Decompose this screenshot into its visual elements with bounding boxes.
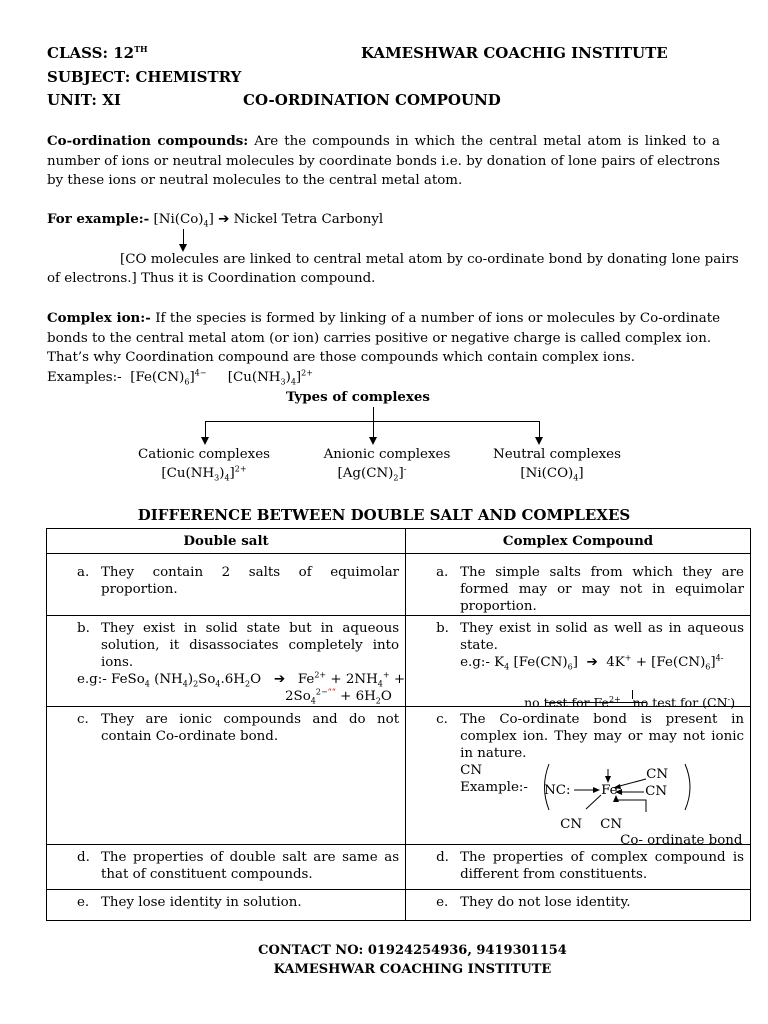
complex-ion-line3: That’s why Coordination compound are those compounds which contain complex ions. [47, 350, 635, 365]
table-row [47, 845, 751, 890]
unit-title: CO-ORDINATION COMPOUND [243, 91, 501, 109]
right-bracket [685, 764, 690, 810]
example-note-line2: of electrons.] Thus it is Coordination compound. [47, 271, 376, 286]
table-row [47, 616, 751, 707]
table-row [47, 707, 751, 845]
example-name: Nickel Tetra Carbonyl [233, 212, 384, 227]
class-superscript: TH [134, 44, 148, 54]
subject-label: SUBJECT: CHEMISTRY [47, 68, 242, 86]
bond-arrow-upper-right [616, 779, 646, 787]
neutral-formula: $[Ni(CO)_4]$ [520, 466, 584, 483]
coordination-definition [47, 132, 720, 191]
cationic-label: Cationic complexes [137, 447, 270, 462]
coordinate-bond-label: Co- ordinate bond [620, 833, 743, 848]
complex-example-label: Example:- [460, 780, 528, 795]
bond-arrow-lower-left [586, 795, 601, 809]
table-cell: c. They are ionic compounds and do not contain Co-ordinate bond. [47, 707, 406, 845]
types-title: Types of complexes [286, 389, 430, 405]
anionic-formula: $[Ag(CN)_2]^-$ [337, 464, 407, 483]
table-cell: a. The simple salts from which they are formed may or may not in equimolar proportion. [406, 554, 751, 616]
anionic-label: Anionic complexes [323, 447, 451, 462]
difference-title: DIFFERENCE BETWEEN DOUBLE SALT AND COMPLEXES [137, 506, 631, 524]
table-header-row [47, 529, 751, 554]
cn-bottom-2: CN [600, 817, 623, 832]
difference-table [46, 528, 751, 921]
example-label: For example:- [47, 211, 150, 227]
example-note-line1: [CO molecules are linked to central metal atom by co-ordinate bond by donating lone pairs [120, 252, 739, 267]
down-arrow-icon [535, 437, 543, 445]
table-cell: b. They exist in solid as well as in aqueous state. e.g:- $K_4$ $[Fe(CN)_6]$ ➔ $4K^+ + [Fe(CN)_6]^{4-}$ no test for $Fe^{2+}$ no test for (CN-) [406, 616, 751, 707]
table-cell: e. They lose identity in solution. [47, 890, 406, 921]
no-test-line: no test for $Fe^{2+}$ no test for (CN-) [524, 694, 736, 710]
complex-cn-label: CN [460, 763, 483, 778]
bond-arrow-lower-right [616, 797, 646, 812]
double-salt-equation-line2: $2So_4^{2-““} + 6H_2O$ [285, 687, 392, 706]
neutral-label: Neutral complexes [493, 447, 621, 462]
cationic-formula: $[Cu(NH_3)_4]^{2+}$ [161, 464, 247, 483]
cn-right-1: CN [646, 767, 669, 782]
arrow-icon: ➔ [213, 212, 234, 227]
table-cell: a. They contain 2 salts of equimolar proportion. [47, 554, 406, 616]
footer-contact: CONTACT NO: 01924254936, 9419301154 [258, 943, 567, 958]
institute-heading: KAMESHWAR COACHIG INSTITUTE [361, 44, 668, 62]
cn-bottom-1: CN [560, 817, 583, 832]
cn-right-2: CN [645, 784, 668, 799]
table-row [47, 554, 751, 616]
down-arrow-icon [201, 437, 209, 445]
unit-label: UNIT: XI [47, 91, 121, 109]
tree-bar [205, 421, 539, 422]
arrow-icon: ➔ [273, 672, 286, 687]
nc-label: NC: [544, 783, 571, 798]
footer-institute: KAMESHWAR COACHING INSTITUTE [273, 962, 552, 977]
tree-stem [373, 407, 374, 421]
example-line: For example:- $[Ni(Co)_4]$ ➔ Nickel Tetra Carbonyl [47, 211, 384, 229]
table-cell: e. They do not lose identity. [406, 890, 751, 921]
arrow-icon: ➔ [586, 655, 598, 670]
class-label: CLASS: 12TH [47, 44, 148, 62]
complex-ion-examples: Examples:- $[Fe(CN)_6]^{4-}$ $[Cu(NH_3)_4]^{2+}$ [47, 368, 313, 387]
table-cell: d. The properties of double salt are same as that of constituent compounds. [47, 845, 406, 890]
arrowhead-icon [593, 787, 600, 793]
coordination-structure-diagram [406, 707, 759, 845]
coordination-term: Co-ordination compounds: [47, 133, 249, 149]
table-cell: c. The Co-ordinate bond is present in complex ion. They may or may not ionic in nature. CN Example:- NC: Fe CN CN CN CN Co- ordinate bond [406, 707, 751, 845]
table-row [47, 890, 751, 921]
table-cell: b. They exist in solid state but in aqueous solution, it disassociates completely into ions. e.g:- FeSo$_4$ $(NH_4)_2So_4.6H_2O$ ➔ $Fe^{2+} + 2NH_4^+$ + $2So_4^{2-““} + 6H_2O$ [47, 616, 406, 707]
complex-equation: e.g:- $K_4$ $[Fe(CN)_6]$ ➔ $4K^+ + [Fe(CN)_6]^{4-}$ [460, 653, 724, 672]
double-salt-equation: e.g:- FeSo$_4$ $(NH_4)_2So_4.6H_2O$ ➔ $Fe^{2+} + 2NH_4^+$ + [77, 670, 406, 689]
fe-label: Fe [601, 783, 618, 798]
column-header-complex-compound: Complex Compound [406, 529, 751, 554]
complex-ion-definition: Complex ion:- If the species is formed by linking of a number of ions or molecules by Co-ordinate bonds to the central metal atom (or ion) carries positive or negative charge is called complex ion. [47, 310, 720, 346]
table-cell: d. The properties of complex compound is different from constituents. [406, 845, 751, 890]
column-header-double-salt: Double salt [47, 529, 406, 554]
down-arrow-icon [369, 437, 377, 445]
complex-ion-term: Complex ion:- [47, 310, 151, 326]
coordination-text: Are the compounds in which the central metal atom is linked to a number of ions or neutral molecules by coordinate bonds i.e. by donation of lone pairs of electrons by these ions or neutral molecules to the central metal atom. [47, 134, 720, 188]
